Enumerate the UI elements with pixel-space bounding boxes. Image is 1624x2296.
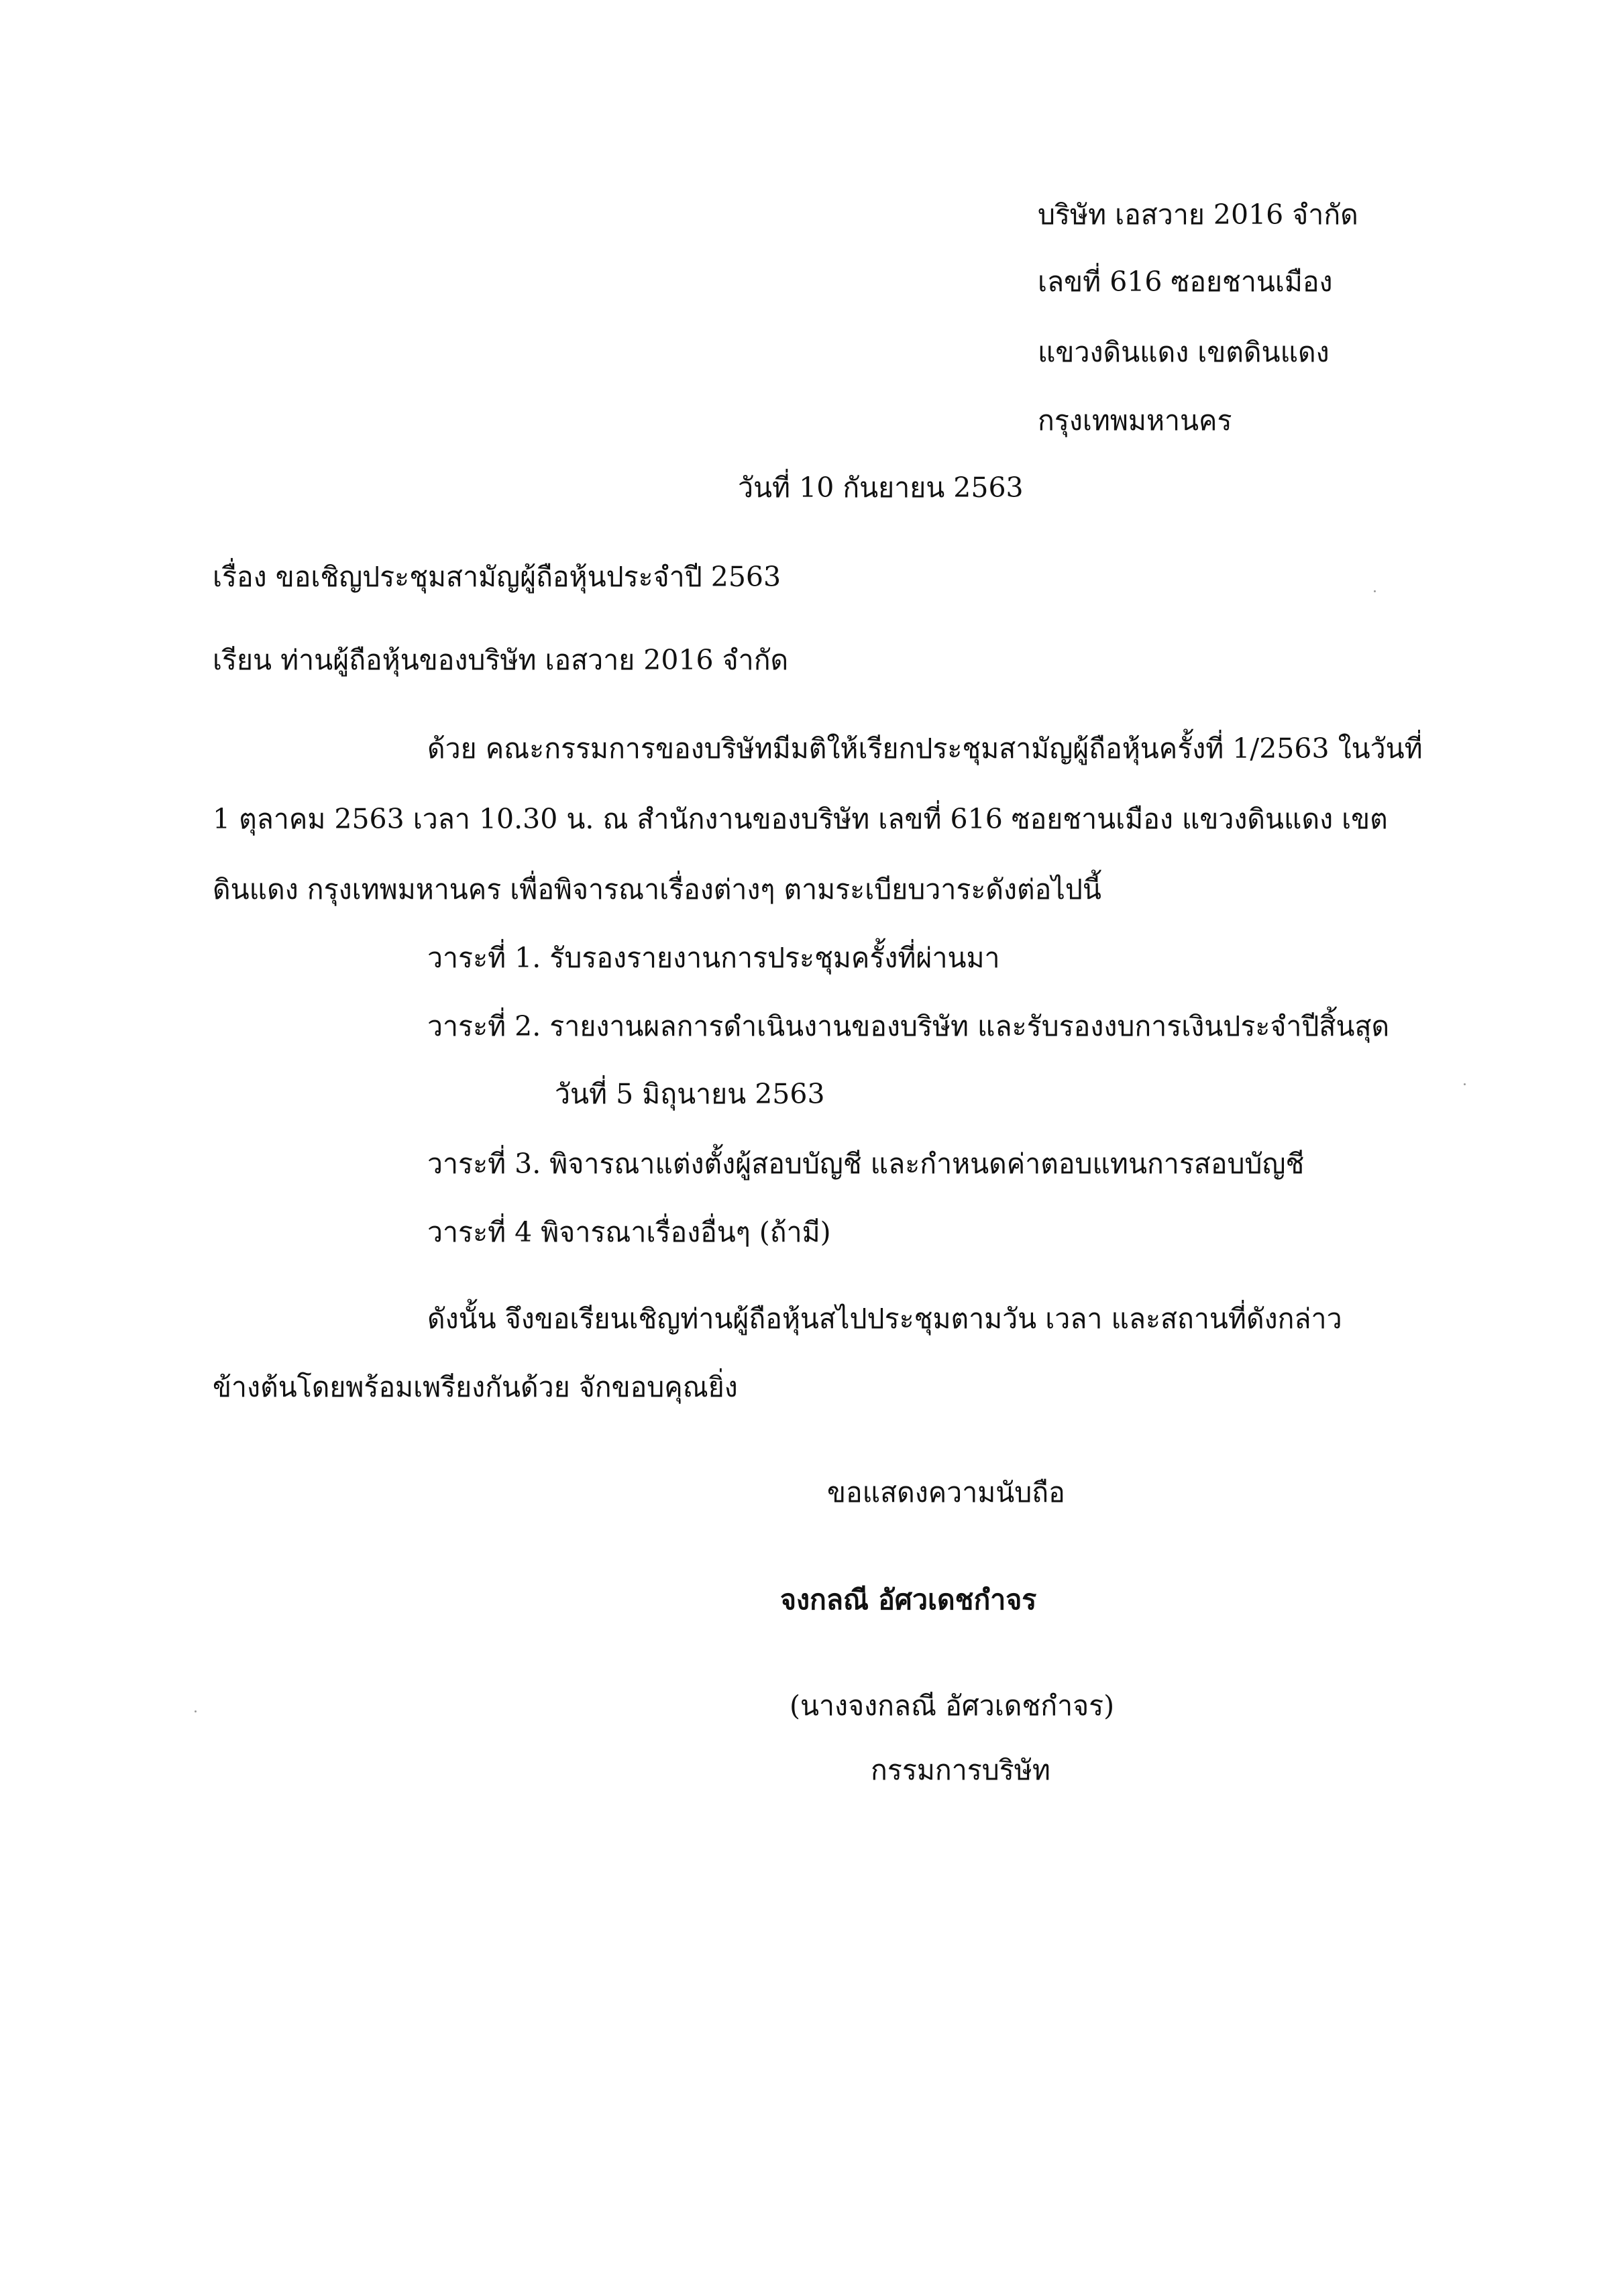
scan-speck: [1374, 590, 1376, 592]
scan-speck: [195, 1710, 197, 1712]
address-line-street: เลขที่ 616 ซอยชานเมือง: [1038, 266, 1333, 298]
agenda-item-1: วาระที่ 1. รับรองรายงานการประชุมครั้งที่ผ่านมา: [427, 942, 1000, 974]
agenda-item-3: วาระที่ 3. พิจารณาแต่งตั้งผู้สอบบัญชี และกำหนดค่าตอบแทนการสอบบัญชี: [427, 1148, 1305, 1180]
letter-date: วันที่ 10 กันยายน 2563: [738, 472, 1024, 504]
letter-subject: เรื่อง ขอเชิญประชุมสามัญผู้ถือหุ้นประจำปี 2563: [213, 561, 781, 593]
intro-line-3: ดินแดง กรุงเทพมหานคร เพื่อพิจารณาเรื่องต่างๆ ตามระเบียบวาระดังต่อไปนี้: [213, 873, 1101, 906]
address-line-district: แขวงดินแดง เขตดินแดง: [1038, 336, 1330, 368]
signature: จงกลณี อัศวเดชกำจร: [780, 1584, 1037, 1616]
closing-line-2: ข้างต้นโดยพร้อมเพรียงกันด้วย จักขอบคุณยิ่ง: [213, 1371, 738, 1403]
company-name: บริษัท เอสวาย 2016 จำกัด: [1038, 199, 1358, 231]
agenda-item-2: วาระที่ 2. รายงานผลการดำเนินงานของบริษัท และรับรองงบการเงินประจำปีสิ้นสุด: [427, 1010, 1390, 1042]
printed-name: (นางจงกลณี อัศวเดชกำจร): [790, 1690, 1115, 1722]
address-line-city: กรุงเทพมหานคร: [1038, 404, 1232, 437]
signer-position: กรรมการบริษัท: [871, 1754, 1050, 1786]
salutation: ขอแสดงความนับถือ: [827, 1476, 1065, 1509]
agenda-item-2-continued: วันที่ 5 มิถุนายน 2563: [555, 1078, 825, 1110]
closing-line-1: ดังนั้น จึงขอเรียนเชิญท่านผู้ถือหุ้นสไปประชุมตามวัน เวลา และสถานที่ดังกล่าว: [427, 1303, 1342, 1335]
intro-line-2: 1 ตุลาคม 2563 เวลา 10.30 น. ณ สำนักงานของบริษัท เลขที่ 616 ซอยชานเมือง แขวงดินแดง เขต: [213, 803, 1388, 835]
scan-speck: [1464, 1083, 1466, 1085]
agenda-item-4: วาระที่ 4 พิจารณาเรื่องอื่นๆ (ถ้ามี): [427, 1216, 831, 1248]
intro-line-1: ด้วย คณะกรรมการของบริษัทมีมติให้เรียกประชุมสามัญผู้ถือหุ้นครั้งที่ 1/2563 ในวันที่: [427, 732, 1423, 765]
letter-recipient: เรียน ท่านผู้ถือหุ้นของบริษัท เอสวาย 2016 จำกัด: [213, 644, 789, 676]
